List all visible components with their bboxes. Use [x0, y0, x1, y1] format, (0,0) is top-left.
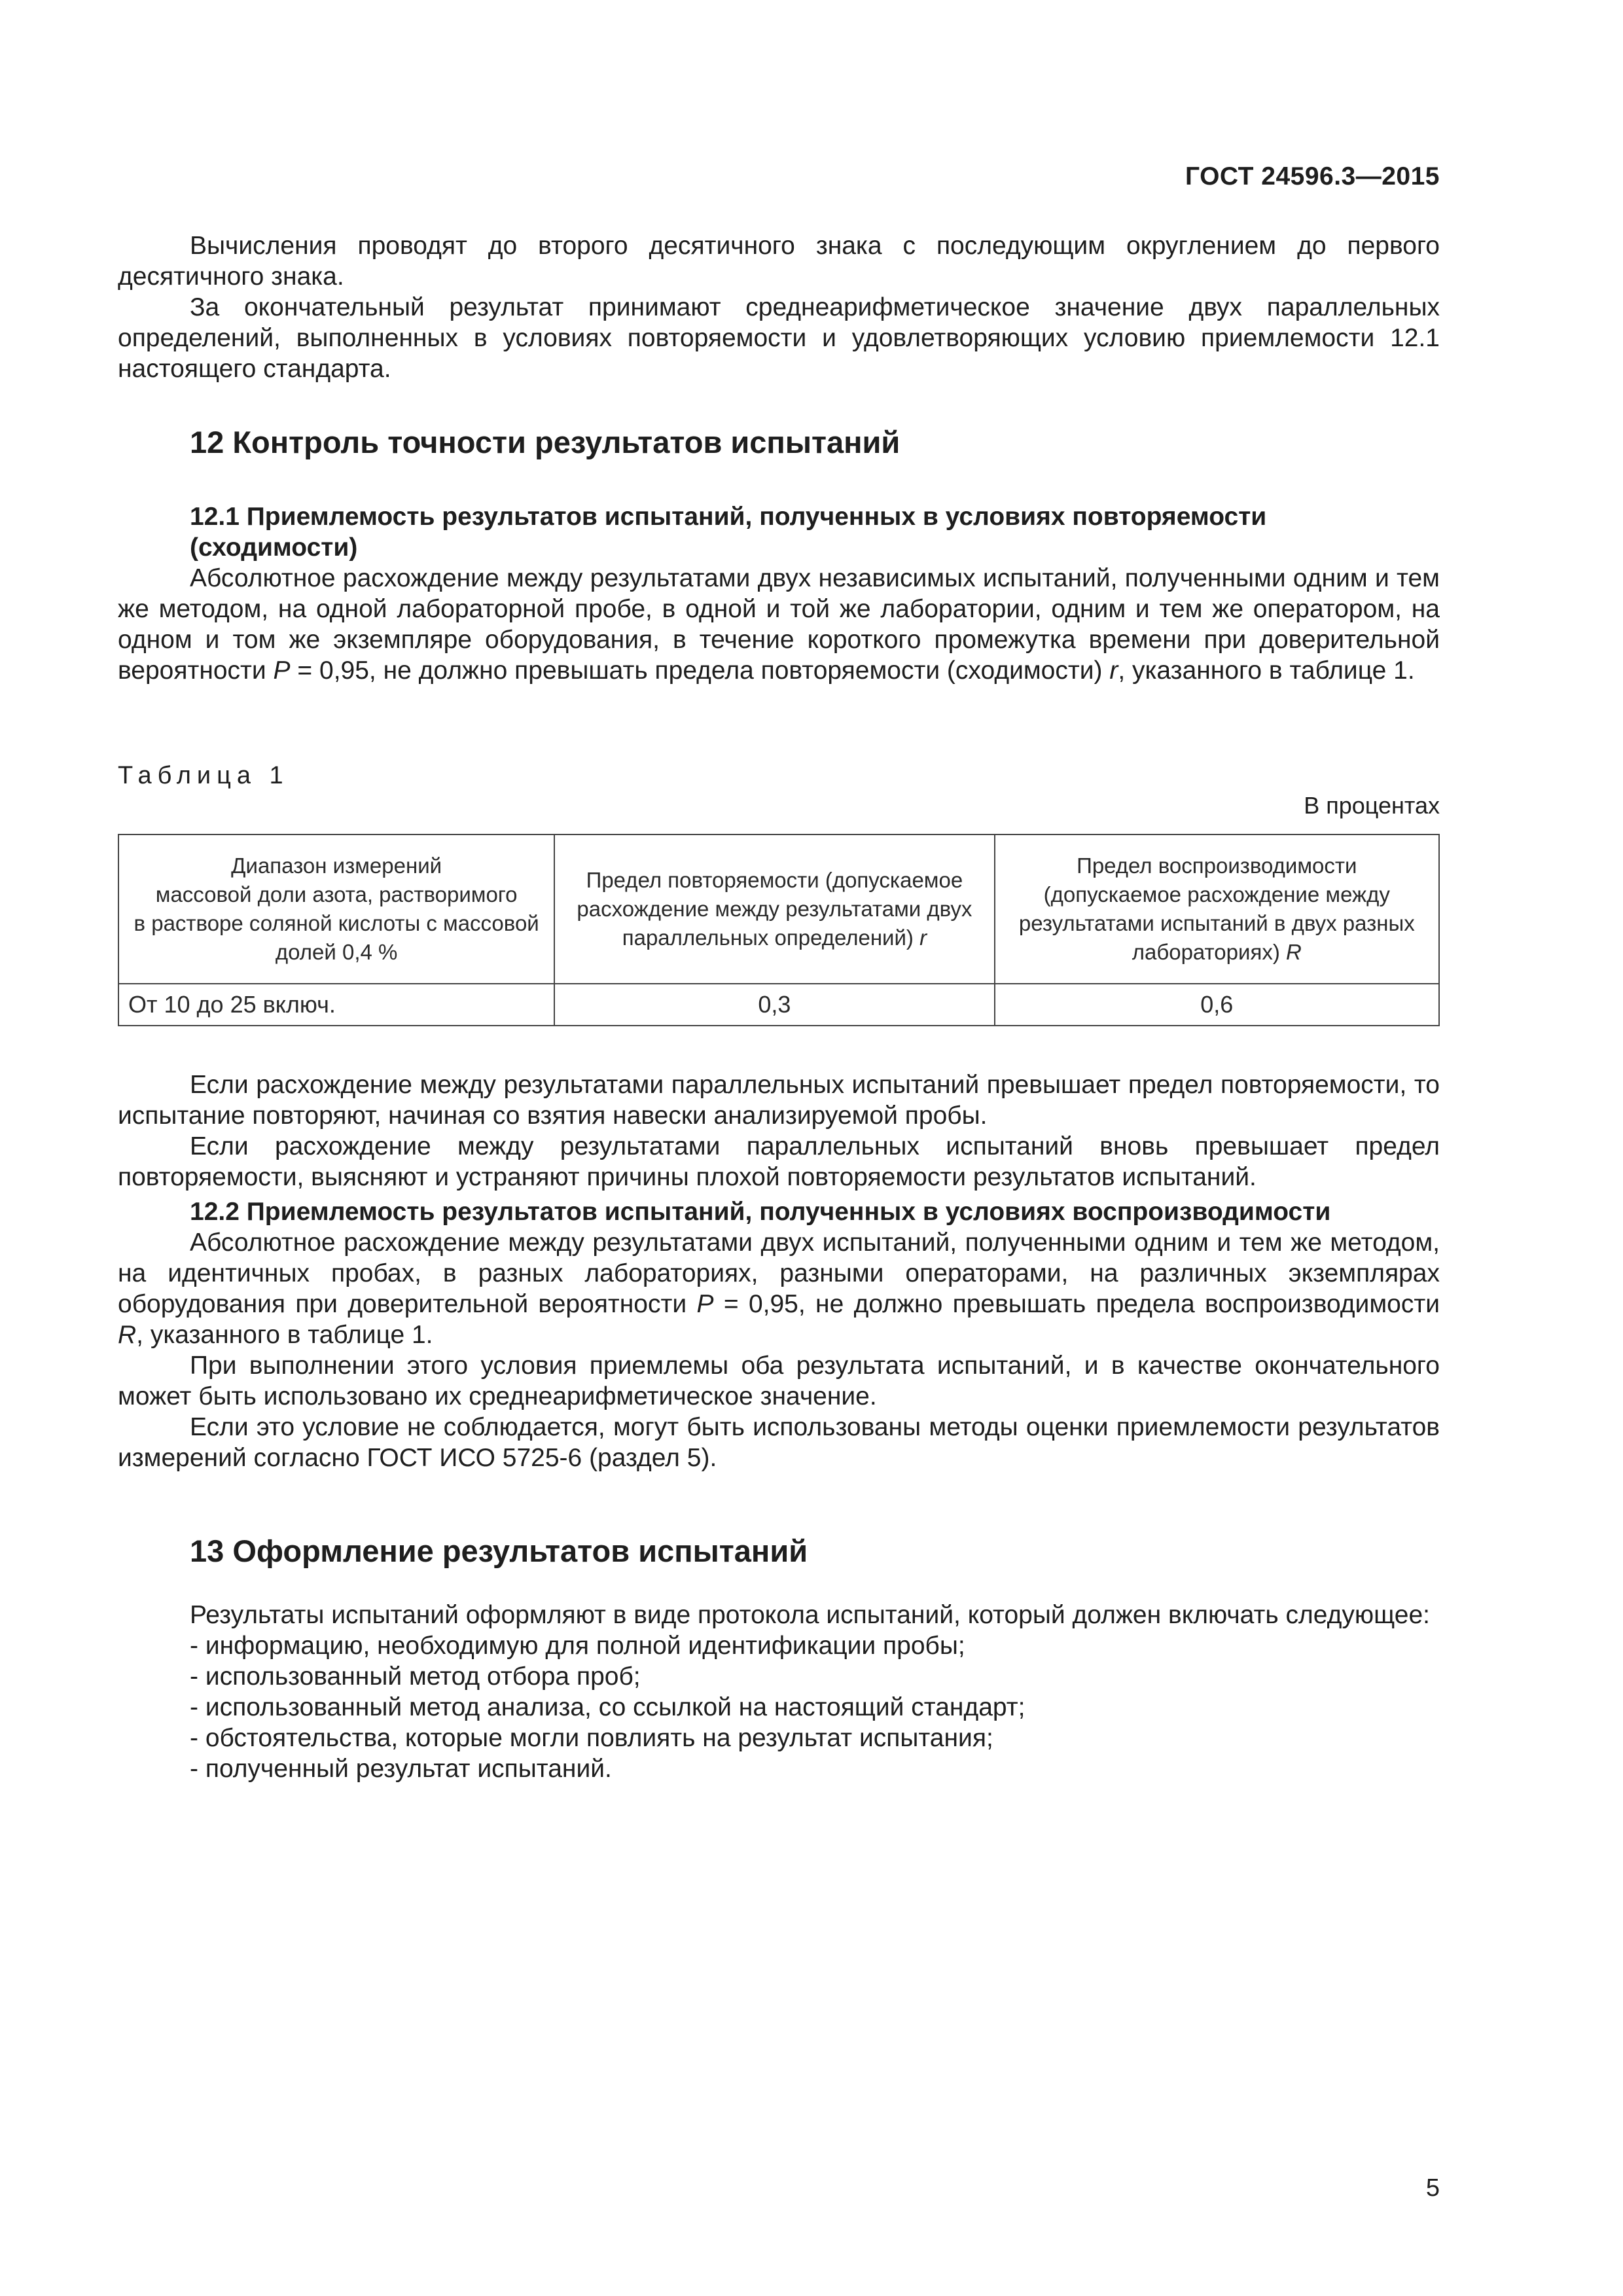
table-row [118, 984, 1439, 1026]
header-cell-repeatability: Предел повторяемости (допускаемое расхождение между результатами двух параллельных определений) r [554, 834, 994, 984]
subsection-12-1-title-cont: (сходимости) [190, 533, 358, 562]
page-number: 5 [1425, 2174, 1440, 2202]
list-item: - информацию, необходимую для полной идентификации пробы; [190, 1632, 965, 1660]
retest-paragraph: Если расхождение между результатами параллельных испытаний превышает предел повторяемости, то испытание повторяют, начиная со взятия навески анализируемой пробы. [118, 1071, 1440, 1130]
acceptance-paragraph: При выполнении этого условия приемлемы оба результата испытаний, и в качестве окончательного может быть использовано их среднеарифметическое значение. [118, 1352, 1440, 1410]
table-units: В процентах [1304, 792, 1440, 819]
document-page [118, 0, 1440, 2296]
report-intro-paragraph: Результаты испытаний оформляют в виде протокола испытаний, который должен включать следующее: [190, 1601, 1430, 1629]
table-cell-range: От 10 до 25 включ. [118, 984, 554, 1026]
subsection-12-1-title: 12.1 Приемлемость результатов испытаний, полученных в условиях повторяемости [190, 503, 1267, 531]
section-13-body [118, 1600, 1440, 1784]
repeatability-paragraph: Абсолютное расхождение между результатами двух независимых испытаний, полученными одним и тем же методом, на одной лабораторной пробе, в одной и той же лаборатории, одним и тем же оператором, на одном и том же экземпляре оборудования, в течение короткого промежутка времени при доверительной вероятности P = 0,95, не должно превышать предела повторяемости (сходимости) r, указанного в таблице 1. [118, 564, 1440, 685]
intro-paragraph: За окончательный результат принимают среднеарифметическое значение двух параллельных определений, выполненных в условиях повторяемости и удовлетворяющих условию приемлемости 12.1 настоящего стандарта. [118, 293, 1440, 383]
after-table-block [118, 1069, 1440, 1473]
table-header-row [118, 834, 1439, 984]
intro-block [118, 230, 1440, 384]
reproducibility-paragraph: Абсолютное расхождение между результатами двух испытаний, полученными одним и тем же методом, на идентичных пробах, в разных лабораториях, разными операторами, на различных экземплярах оборудования при доверительной вероятности P = 0,95, не должно превышать предела воспроизводимости R, указанного в таблице 1. [118, 1229, 1440, 1349]
section-12-1 [118, 501, 1440, 686]
standard-header: ГОСТ 24596.3—2015 [1185, 162, 1440, 190]
table-caption: Таблица 1 [118, 762, 289, 789]
list-item: - использованный метод анализа, со ссылкой на настоящий стандарт; [190, 1693, 1026, 1721]
header-cell-reproducibility: Предел воспроизводимости (допускаемое расхождение между результатами испытаний в двух разных лабораториях) R [995, 834, 1439, 984]
table-cell-reproducibility: 0,6 [995, 984, 1439, 1026]
list-item: - обстоятельства, которые могли повлиять на результат испытания; [190, 1724, 993, 1752]
list-item: - полученный результат испытаний. [190, 1755, 612, 1783]
section-13-title: 13 Оформление результатов испытаний [190, 1534, 808, 1568]
subsection-12-2-title: 12.2 Приемлемость результатов испытаний, полученных в условиях воспроизводимости [190, 1198, 1331, 1226]
intro-paragraph: Вычисления проводят до второго десятичного знака с последующим округлением до первого десятичного знака. [118, 232, 1440, 291]
retest-paragraph: Если расхождение между результатами параллельных испытаний вновь превышает предел повторяемости, выясняют и устраняют причины плохой повторяемости результатов испытаний. [118, 1132, 1440, 1191]
section-12-title: 12 Контроль точности результатов испытаний [190, 425, 901, 459]
precision-table [118, 834, 1440, 1026]
iso-reference-paragraph: Если это условие не соблюдается, могут быть использованы методы оценки приемлемости результатов измерений согласно ГОСТ ИСО 5725-6 (раздел 5). [118, 1413, 1440, 1472]
table-cell-repeatability: 0,3 [554, 984, 994, 1026]
list-item: - использованный метод отбора проб; [190, 1662, 641, 1691]
report-items-list [118, 1630, 1440, 1784]
header-cell-range: Диапазон измерений массовой доли азота, растворимого в растворе соляной кислоты с массовой долей 0,4 % [118, 834, 554, 984]
